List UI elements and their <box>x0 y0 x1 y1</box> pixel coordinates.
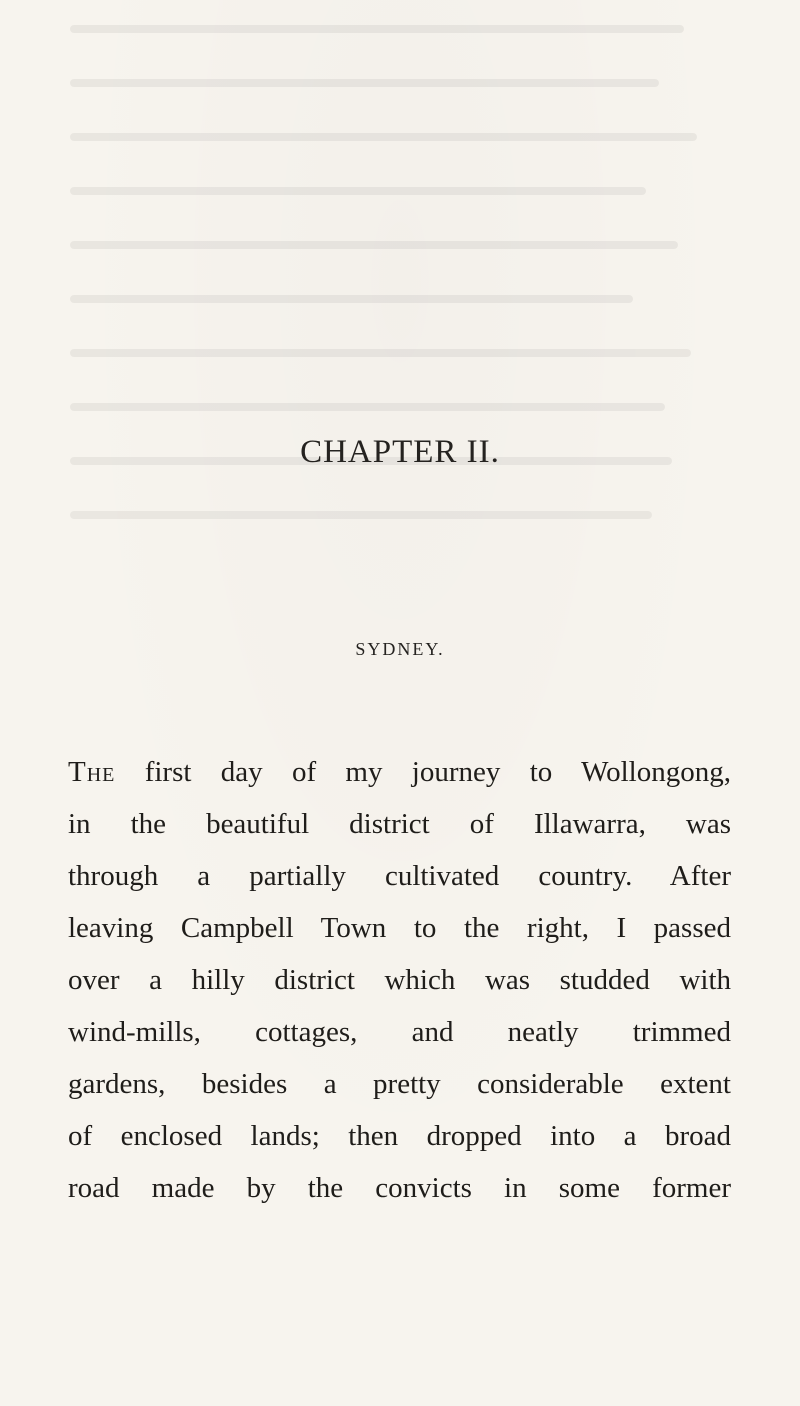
text-line-8: of enclosed lands; then dropped into a broad <box>68 1120 731 1152</box>
text-line-6: wind-mills, cottages, and neatly trimmed <box>68 1016 731 1048</box>
text-line-1-rest: first day of my journey to Wollongong, <box>115 756 731 788</box>
text-line-9: road made by the convicts in some former <box>68 1172 731 1204</box>
text-line-3: through a partially cultivated country. After <box>68 860 731 892</box>
text-line-2: in the beautiful district of Illawarra, was <box>68 808 731 840</box>
opening-word: The <box>68 756 116 788</box>
chapter-subheading: SYDNEY. <box>355 639 445 659</box>
text-line-7: gardens, besides a pretty considerable extent <box>68 1068 731 1100</box>
text-line-5: over a hilly district which was studded with <box>68 964 731 996</box>
text-line-1 <box>68 746 731 798</box>
chapter-heading: CHAPTER II. <box>300 434 500 470</box>
body-paragraph <box>68 746 731 1214</box>
text-line-4: leaving Campbell Town to the right, I passed <box>68 912 731 944</box>
